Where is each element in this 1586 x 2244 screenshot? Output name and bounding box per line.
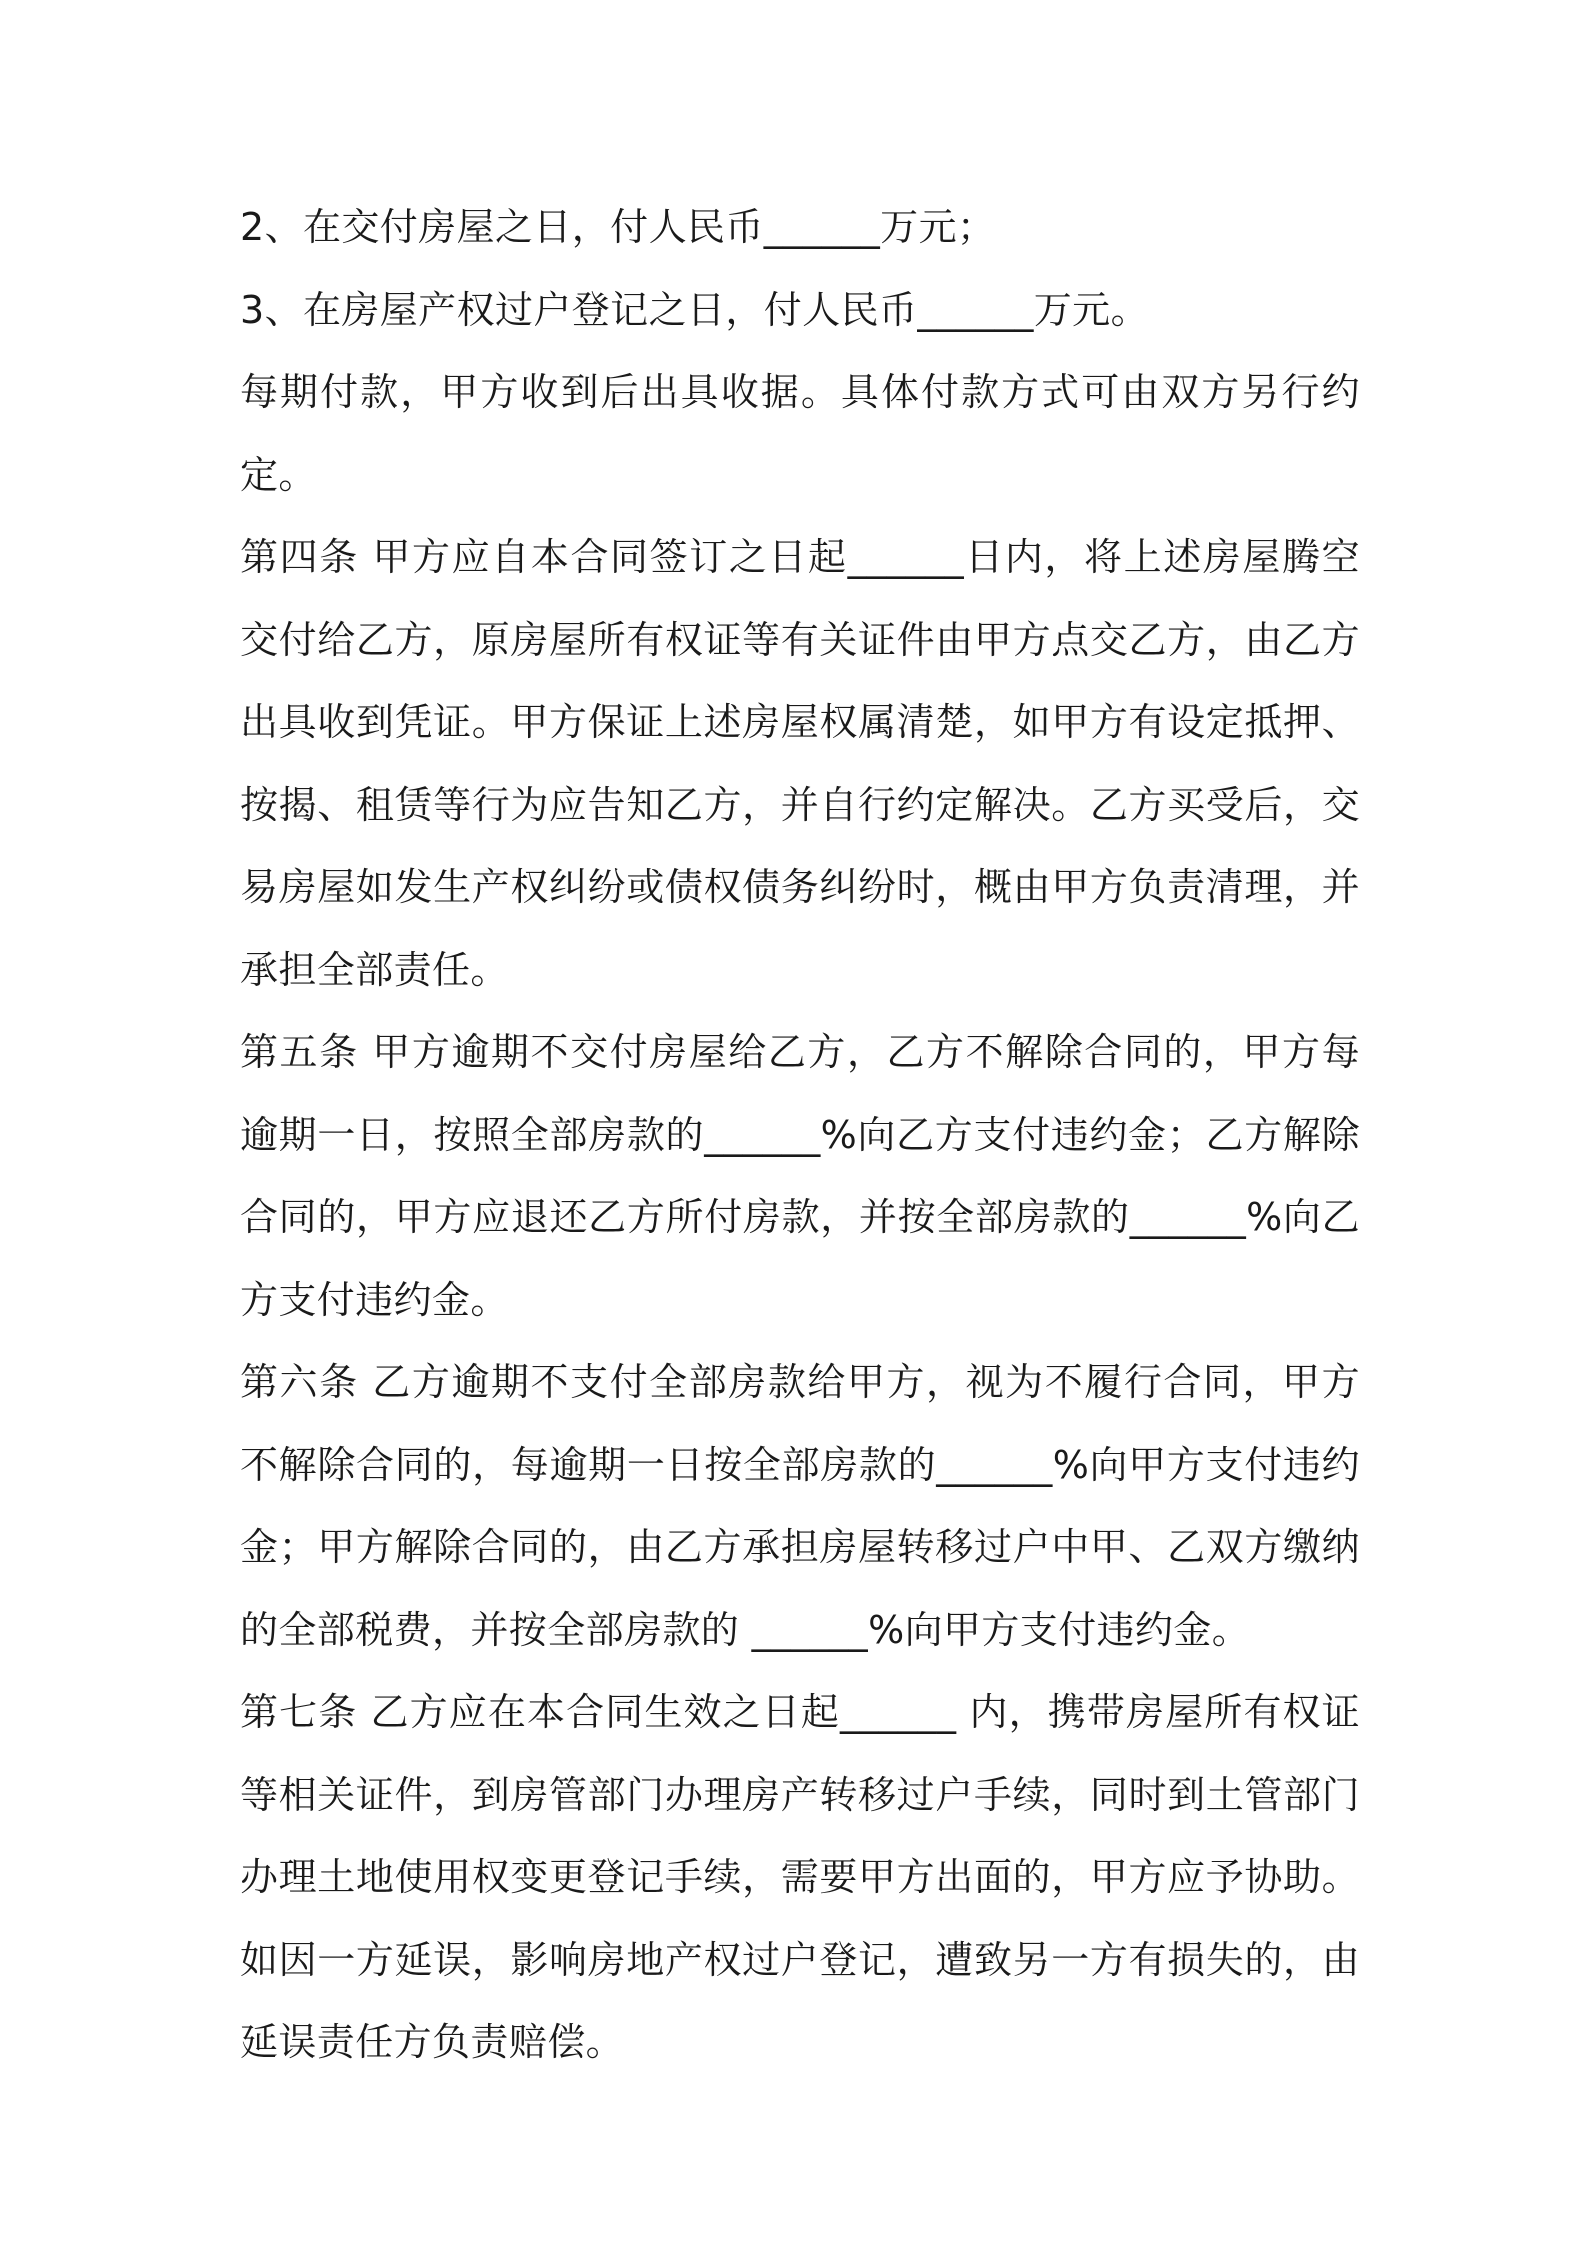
article-4: 第四条 甲方应自本合同签订之日起______日内，将上述房屋腾空交付给乙方，原房屋所有权证等有关证件由甲方点交乙方，由乙方出具收到凭证。甲方保证上述房屋权属清楚，如甲方有设定抵押、按揭、租赁等行为应告知乙方，并自行约定解决。乙方买受后，交易房屋如发生产权纠纷或债权债务纠纷时，概由甲方负责清理，并承担全部责任。 [240,535,1360,992]
article-7: 第七条 乙方应在本合同生效之日起______ 内，携带房屋所有权证等相关证件，到房管部门办理房产转移过户手续，同时到土管部门办理土地使用权变更登记手续，需要甲方出面的，甲方应予协助。如因一方延误，影响房地产权过户登记，遭致另一方有损失的，由延误责任方负责赔偿。 [240,1690,1360,2064]
payment-clause-3: 3、在房屋产权过户登记之日，付人民币______万元。 [240,287,1149,332]
payment-receipt-note: 每期付款，甲方收到后出具收据。具体付款方式可由双方另行约定。 [240,370,1360,497]
article-5: 第五条 甲方逾期不交付房屋给乙方，乙方不解除合同的，甲方每逾期一日，按照全部房款的______%向乙方支付违约金；乙方解除合同的，甲方应退还乙方所付房款，并按全部房款的______%向乙方支付违约金。 [240,1030,1360,1322]
document-body [240,186,1360,2084]
payment-clause-2: 2、在交付房屋之日，付人民币______万元； [240,205,996,249]
article-6: 第六条 乙方逾期不支付全部房款给甲方，视为不履行合同，甲方不解除合同的，每逾期一日按全部房款的______%向甲方支付违约金；甲方解除合同的，由乙方承担房屋转移过户中甲、乙双方缴纳的全部税费，并按全部房款的 ______%向甲方支付违约金。 [240,1360,1360,1652]
